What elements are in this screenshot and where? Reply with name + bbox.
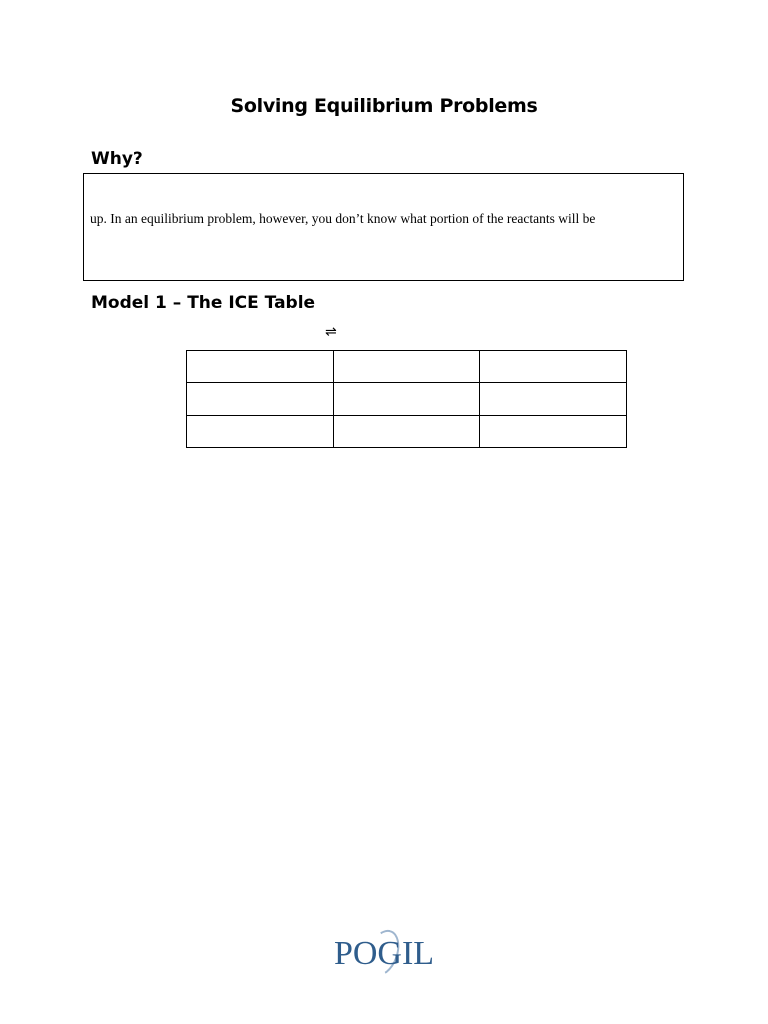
table-cell: [187, 415, 334, 447]
table-cell: [187, 351, 334, 383]
table-cell: [480, 415, 627, 447]
equilibrium-arrow: ⇌: [325, 324, 337, 340]
table-cell: [480, 351, 627, 383]
table-row: [187, 351, 627, 383]
table-row: [187, 415, 627, 447]
table-cell: [333, 383, 480, 415]
table-cell: [333, 415, 480, 447]
model-heading: Model 1 – The ICE Table: [91, 293, 316, 313]
why-text: up. In an equilibrium problem, however, you don’t know what portion of the reactants will be: [90, 211, 596, 226]
ice-table: [186, 350, 627, 448]
page-title: Solving Equilibrium Problems: [230, 95, 538, 117]
why-box: [83, 173, 684, 281]
why-heading: Why?: [91, 149, 143, 169]
table-cell: [187, 383, 334, 415]
table-row: [187, 383, 627, 415]
table-cell: [333, 351, 480, 383]
table-cell: [480, 383, 627, 415]
pogil-logo: POGIL: [333, 935, 435, 972]
